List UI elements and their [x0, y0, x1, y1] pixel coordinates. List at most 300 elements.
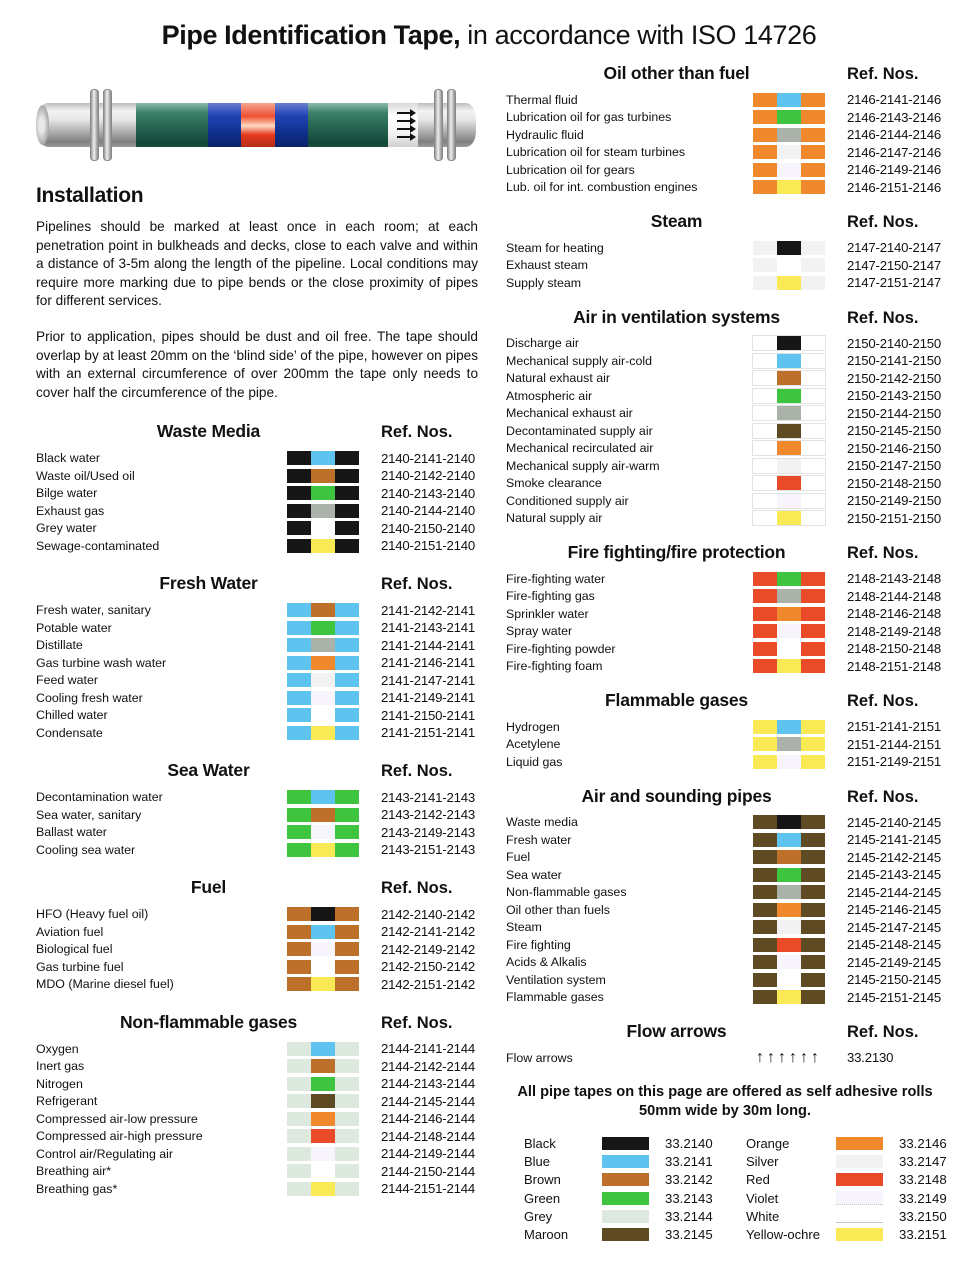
legend-colour-swatch: [602, 1155, 649, 1168]
tape-row: [506, 510, 944, 528]
tape-row: [506, 405, 944, 423]
band-maroon: [753, 955, 777, 969]
color-swatch: [287, 1042, 359, 1056]
ref-number: 2146-2147-2146: [847, 144, 941, 160]
tape-row: [36, 823, 478, 841]
band-maroon: [753, 885, 777, 899]
band-orange: [311, 656, 335, 670]
band-brown: [287, 960, 311, 974]
color-swatch: [287, 638, 359, 652]
band-brown: [777, 850, 801, 864]
row-label: Natural supply air: [506, 511, 603, 526]
ref-number: 2145-2140-2145: [847, 814, 941, 830]
tape-row: [506, 718, 944, 736]
band-orange: [801, 145, 825, 159]
ref-number: 2141-2146-2141: [381, 655, 475, 671]
band-orange: [753, 128, 777, 142]
row-label: Conditioned supply air: [506, 493, 629, 508]
band-white: [753, 371, 777, 385]
band-black: [287, 504, 311, 518]
legend-row: [746, 1171, 947, 1189]
color-swatch: [287, 942, 359, 956]
band-grey_light: [335, 1147, 359, 1161]
row-label: MDO (Marine diesel fuel): [36, 977, 174, 992]
band-green: [287, 808, 311, 822]
tape-row: [36, 940, 478, 958]
section-header: [506, 307, 944, 328]
section-title: Steam: [650, 211, 703, 231]
color-swatch: [287, 977, 359, 991]
color-swatch: [287, 960, 359, 974]
ref-nos-header: Ref. Nos.: [847, 65, 919, 83]
ref-number: 2140-2151-2140: [381, 538, 475, 554]
tape-row: [36, 806, 478, 824]
section-fuel: [36, 877, 478, 993]
band-yellow: [311, 1182, 335, 1196]
band-white: [801, 371, 825, 385]
band-green: [777, 868, 801, 882]
tape-row: [506, 936, 944, 954]
legend-row: [746, 1207, 947, 1225]
color-swatch: [287, 1112, 359, 1126]
row-label: Feed water: [36, 673, 98, 688]
band-green: [777, 110, 801, 124]
legend-row: [524, 1225, 720, 1243]
ref-number: 2150-2143-2150: [847, 388, 941, 404]
row-label: Fire-fighting foam: [506, 659, 603, 674]
color-swatch: [753, 903, 825, 917]
row-label: Black water: [36, 451, 101, 466]
band-violet: [777, 755, 801, 769]
row-label: Sprinkler water: [506, 606, 589, 621]
row-label: Exhaust steam: [506, 258, 588, 273]
tape-row: [36, 1057, 478, 1075]
legend-colour-name: Black: [524, 1136, 556, 1152]
right-column: [506, 48, 947, 1244]
legend-ref-code: 33.2147: [899, 1154, 947, 1170]
band-orange: [777, 607, 801, 621]
band-red: [777, 476, 801, 490]
ref-number: 2143-2151-2143: [381, 842, 475, 858]
band-maroon: [801, 955, 825, 969]
section-header: [36, 421, 478, 442]
ref-number: 2142-2140-2142: [381, 906, 475, 922]
section-header: [506, 786, 944, 807]
tape-row: [506, 814, 944, 832]
color-swatch: [287, 1077, 359, 1091]
ref-number: 2147-2140-2147: [847, 240, 941, 256]
band-black: [335, 504, 359, 518]
ref-number: 2147-2150-2147: [847, 257, 941, 273]
band-violet: [777, 494, 801, 508]
row-label: Gas turbine fuel: [36, 959, 124, 974]
tape-row: [36, 1162, 478, 1180]
band-blue: [311, 925, 335, 939]
color-swatch: [753, 938, 825, 952]
band-white: [801, 476, 825, 490]
row-label: Oil other than fuels: [506, 902, 611, 917]
pipe-blue-band: [208, 103, 241, 147]
row-label: Fire-fighting gas: [506, 589, 595, 604]
band-white: [777, 642, 801, 656]
tape-row: [506, 919, 944, 937]
band-grey: [311, 638, 335, 652]
band-blue: [777, 93, 801, 107]
tape-row: [506, 352, 944, 370]
legend-ref-code: 33.2145: [665, 1227, 713, 1243]
band-red: [777, 938, 801, 952]
band-white: [311, 1164, 335, 1178]
ref-number: 2150-2149-2150: [847, 493, 941, 509]
flow-direction-arrows-icon: [388, 103, 418, 147]
color-swatch: [753, 572, 825, 586]
legend-colour-swatch: [836, 1191, 883, 1205]
color-swatch: [753, 441, 825, 455]
ref-number: 2144-2150-2144: [381, 1163, 475, 1179]
legend-colour-swatch: [836, 1228, 883, 1241]
ref-number: 2150-2145-2150: [847, 423, 941, 439]
color-swatch: [753, 110, 825, 124]
band-yellow: [777, 511, 801, 525]
row-label: Sea water: [506, 867, 562, 882]
band-grey_light: [287, 1059, 311, 1073]
legend-table-right: [746, 1135, 947, 1244]
color-swatch: [753, 371, 825, 385]
color-swatch: [753, 459, 825, 473]
band-yellow: [311, 726, 335, 740]
band-brown: [335, 907, 359, 921]
row-label: Supply steam: [506, 275, 582, 290]
band-blue: [311, 790, 335, 804]
band-maroon: [801, 990, 825, 1004]
tape-row: [506, 866, 944, 884]
ref-number: 2147-2151-2147: [847, 275, 941, 291]
band-red: [753, 659, 777, 673]
band-grey_light: [335, 1182, 359, 1196]
ref-nos-header: Ref. Nos.: [847, 1023, 919, 1041]
page-title-bold: Pipe Identification Tape,: [161, 20, 461, 50]
legend-ref-code: 33.2142: [665, 1172, 713, 1188]
section-title: Air and sounding pipes: [581, 785, 772, 806]
color-swatch: [753, 424, 825, 438]
band-maroon: [753, 868, 777, 882]
ref-number: 2151-2144-2151: [847, 736, 941, 752]
band-grey_light: [287, 1147, 311, 1161]
band-white: [753, 441, 777, 455]
legend-colour-swatch: [836, 1155, 883, 1168]
row-label: Sea water, sanitary: [36, 807, 142, 822]
tape-row: [36, 601, 478, 619]
ref-number: 2143-2142-2143: [381, 807, 475, 823]
color-swatch: [287, 1129, 359, 1143]
row-label: Aviation fuel: [36, 924, 104, 939]
band-maroon: [801, 885, 825, 899]
band-grey_light: [335, 1094, 359, 1108]
band-orange: [311, 1112, 335, 1126]
band-blue: [777, 354, 801, 368]
left-column: [36, 52, 478, 1197]
color-swatch: [287, 486, 359, 500]
flow-arrows-icon: ↑↑↑↑↑↑: [756, 1048, 822, 1066]
color-swatch: [287, 708, 359, 722]
section-header: [36, 1012, 478, 1033]
ref-number: 2151-2149-2151: [847, 754, 941, 770]
tape-row: [506, 1049, 944, 1067]
ref-number: 2148-2144-2148: [847, 588, 941, 604]
band-white: [801, 389, 825, 403]
band-grey_light: [335, 1129, 359, 1143]
band-blue: [287, 603, 311, 617]
row-label: Control air/Regulating air: [36, 1146, 174, 1161]
band-brown: [335, 960, 359, 974]
band-blue: [335, 638, 359, 652]
band-brown: [335, 977, 359, 991]
ref-number: 2148-2149-2148: [847, 623, 941, 639]
band-black: [287, 539, 311, 553]
band-red: [801, 589, 825, 603]
row-label: Inert gas: [36, 1059, 85, 1074]
ref-number: 2145-2150-2145: [847, 972, 941, 988]
band-blue: [287, 691, 311, 705]
band-red: [753, 572, 777, 586]
legend-ref-code: 33.2141: [665, 1154, 713, 1170]
ref-nos-header: Ref. Nos.: [381, 762, 453, 781]
tape-row: [506, 658, 944, 676]
band-grey: [777, 128, 801, 142]
row-label: Steam for heating: [506, 240, 604, 255]
ref-nos-header: Ref. Nos.: [847, 213, 919, 231]
band-black: [777, 241, 801, 255]
ref-number: 2145-2148-2145: [847, 937, 941, 953]
ref-number: 2142-2141-2142: [381, 924, 475, 940]
ref-number: 2142-2149-2142: [381, 941, 475, 957]
section-air-and-sounding-pipes: [506, 786, 944, 1007]
tape-row: [36, 706, 478, 724]
color-swatch: [753, 720, 825, 734]
row-label: Biological fuel: [36, 942, 113, 957]
tape-row: [506, 370, 944, 388]
band-maroon: [801, 903, 825, 917]
legend-row: [524, 1153, 720, 1171]
color-swatch: [287, 469, 359, 483]
tape-row: [506, 91, 944, 109]
ref-nos-header: Ref. Nos.: [847, 692, 919, 710]
legend-ref-code: 33.2151: [899, 1227, 947, 1243]
band-green: [335, 790, 359, 804]
color-swatch: [287, 603, 359, 617]
section-header: [506, 211, 944, 232]
right-sections: [506, 63, 944, 1067]
color-swatch: [753, 163, 825, 177]
row-label: Cooling sea water: [36, 842, 136, 857]
tape-row: [506, 239, 944, 257]
page-title-rest: in accordance with ISO 14726: [460, 20, 817, 50]
section-header: [506, 542, 944, 563]
legend-row: [746, 1135, 947, 1153]
ref-number: 2148-2151-2148: [847, 658, 941, 674]
band-grey_light: [335, 1077, 359, 1091]
tape-row: [506, 457, 944, 475]
band-silver: [777, 920, 801, 934]
tape-row: [36, 449, 478, 467]
tape-row: [506, 387, 944, 405]
band-white: [801, 406, 825, 420]
row-label: Oxygen: [36, 1041, 79, 1056]
row-label: Decontaminated supply air: [506, 423, 653, 438]
band-maroon: [801, 938, 825, 952]
section-non-flammable-gases: [36, 1012, 478, 1198]
tape-row: [506, 623, 944, 641]
color-swatch: [753, 737, 825, 751]
tape-row: [36, 958, 478, 976]
row-label: Mechanical exhaust air: [506, 406, 633, 421]
band-black: [287, 486, 311, 500]
row-label: Condensate: [36, 725, 103, 740]
ref-number: 2141-2143-2141: [381, 620, 475, 636]
row-label: Gas turbine wash water: [36, 655, 167, 670]
color-swatch: [753, 955, 825, 969]
band-white: [311, 521, 335, 535]
band-brown: [311, 603, 335, 617]
band-black: [335, 451, 359, 465]
band-blue: [311, 451, 335, 465]
band-orange: [801, 180, 825, 194]
tape-row: [36, 467, 478, 485]
legend-table-left: [524, 1135, 720, 1244]
band-orange: [801, 110, 825, 124]
band-silver: [311, 673, 335, 687]
band-yellow: [801, 755, 825, 769]
band-maroon: [753, 815, 777, 829]
tape-row: [36, 788, 478, 806]
color-swatch: [753, 607, 825, 621]
color-swatch: [753, 589, 825, 603]
tape-row: [506, 605, 944, 623]
ref-number: 2142-2150-2142: [381, 959, 475, 975]
band-yellow: [777, 659, 801, 673]
section-waste-media: [36, 421, 478, 554]
row-label: Mechanical supply air-warm: [506, 458, 660, 473]
row-label: Decontamination water: [36, 790, 163, 805]
legend-colour-name: Yellow-ochre: [746, 1227, 820, 1243]
row-label: Thermal fluid: [506, 92, 578, 107]
row-label: Smoke clearance: [506, 476, 602, 491]
legend-row: [746, 1225, 947, 1243]
color-swatch: [287, 1147, 359, 1161]
band-violet: [311, 1147, 335, 1161]
band-white: [753, 389, 777, 403]
band-blue: [335, 726, 359, 740]
tape-row: [506, 954, 944, 972]
ref-number: 2145-2146-2145: [847, 902, 941, 918]
row-label: Acids & Alkalis: [506, 955, 587, 970]
band-red: [801, 624, 825, 638]
band-blue: [287, 638, 311, 652]
left-sections: [36, 421, 478, 1197]
ref-number: 2150-2141-2150: [847, 353, 941, 369]
band-maroon: [777, 424, 801, 438]
band-maroon: [753, 903, 777, 917]
band-brown: [777, 371, 801, 385]
legend-colour-name: Silver: [746, 1154, 779, 1170]
ref-number: 2144-2151-2144: [381, 1181, 475, 1197]
band-orange: [753, 180, 777, 194]
band-yellow: [777, 276, 801, 290]
row-label: Bilge water: [36, 486, 98, 501]
band-blue: [287, 673, 311, 687]
tape-row: [506, 570, 944, 588]
band-green: [287, 790, 311, 804]
color-swatch: [287, 843, 359, 857]
band-brown: [335, 925, 359, 939]
band-violet: [311, 942, 335, 956]
color-swatch: [287, 521, 359, 535]
color-swatch: [753, 494, 825, 508]
self-adhesive-note: [506, 1083, 944, 1121]
section-flow-arrows: [506, 1021, 944, 1067]
ref-number: 2145-2149-2145: [847, 954, 941, 970]
band-green: [287, 843, 311, 857]
band-silver: [753, 276, 777, 290]
band-silver: [777, 145, 801, 159]
legend-ref-code: 33.2144: [665, 1208, 713, 1224]
band-silver: [777, 459, 801, 473]
color-swatch: [753, 511, 825, 525]
tape-row: [506, 588, 944, 606]
row-label: Fire-fighting powder: [506, 641, 616, 656]
band-brown: [287, 942, 311, 956]
color-swatch: [287, 1094, 359, 1108]
band-yellow: [801, 737, 825, 751]
tape-row: [36, 923, 478, 941]
ref-number: 2143-2149-2143: [381, 824, 475, 840]
ref-number: 2144-2145-2144: [381, 1093, 475, 1109]
band-violet: [311, 691, 335, 705]
ref-number: 2140-2150-2140: [381, 520, 475, 536]
color-swatch: [287, 673, 359, 687]
ref-nos-header: Ref. Nos.: [381, 879, 453, 898]
color-swatch: [287, 726, 359, 740]
row-label: Waste media: [506, 815, 578, 830]
row-label: Breathing gas*: [36, 1181, 118, 1196]
color-swatch: [753, 624, 825, 638]
band-silver: [801, 276, 825, 290]
band-blue: [335, 621, 359, 635]
ref-number: 2144-2146-2144: [381, 1111, 475, 1127]
band-maroon: [753, 850, 777, 864]
note-line-2: 50mm wide by 30m long.: [639, 1102, 811, 1119]
ref-number: 2146-2149-2146: [847, 162, 941, 178]
section-title: Fuel: [190, 877, 227, 898]
ref-nos-header: Ref. Nos.: [381, 423, 453, 442]
band-red: [311, 1129, 335, 1143]
legend-ref-code: 33.2140: [665, 1136, 713, 1152]
row-label: Hydraulic fluid: [506, 127, 584, 142]
tape-row: [36, 1127, 478, 1145]
tape-row: [506, 971, 944, 989]
band-yellow: [753, 737, 777, 751]
row-label: Fresh water, sanitary: [36, 603, 152, 618]
band-maroon: [801, 833, 825, 847]
row-label: Discharge air: [506, 336, 579, 351]
row-label: Lubrication oil for steam turbines: [506, 145, 686, 160]
tape-row: [506, 753, 944, 771]
color-swatch: [753, 93, 825, 107]
color-swatch: [753, 180, 825, 194]
section-title: Flammable gases: [605, 690, 748, 710]
ref-number: 2145-2151-2145: [847, 989, 941, 1005]
band-green: [335, 843, 359, 857]
